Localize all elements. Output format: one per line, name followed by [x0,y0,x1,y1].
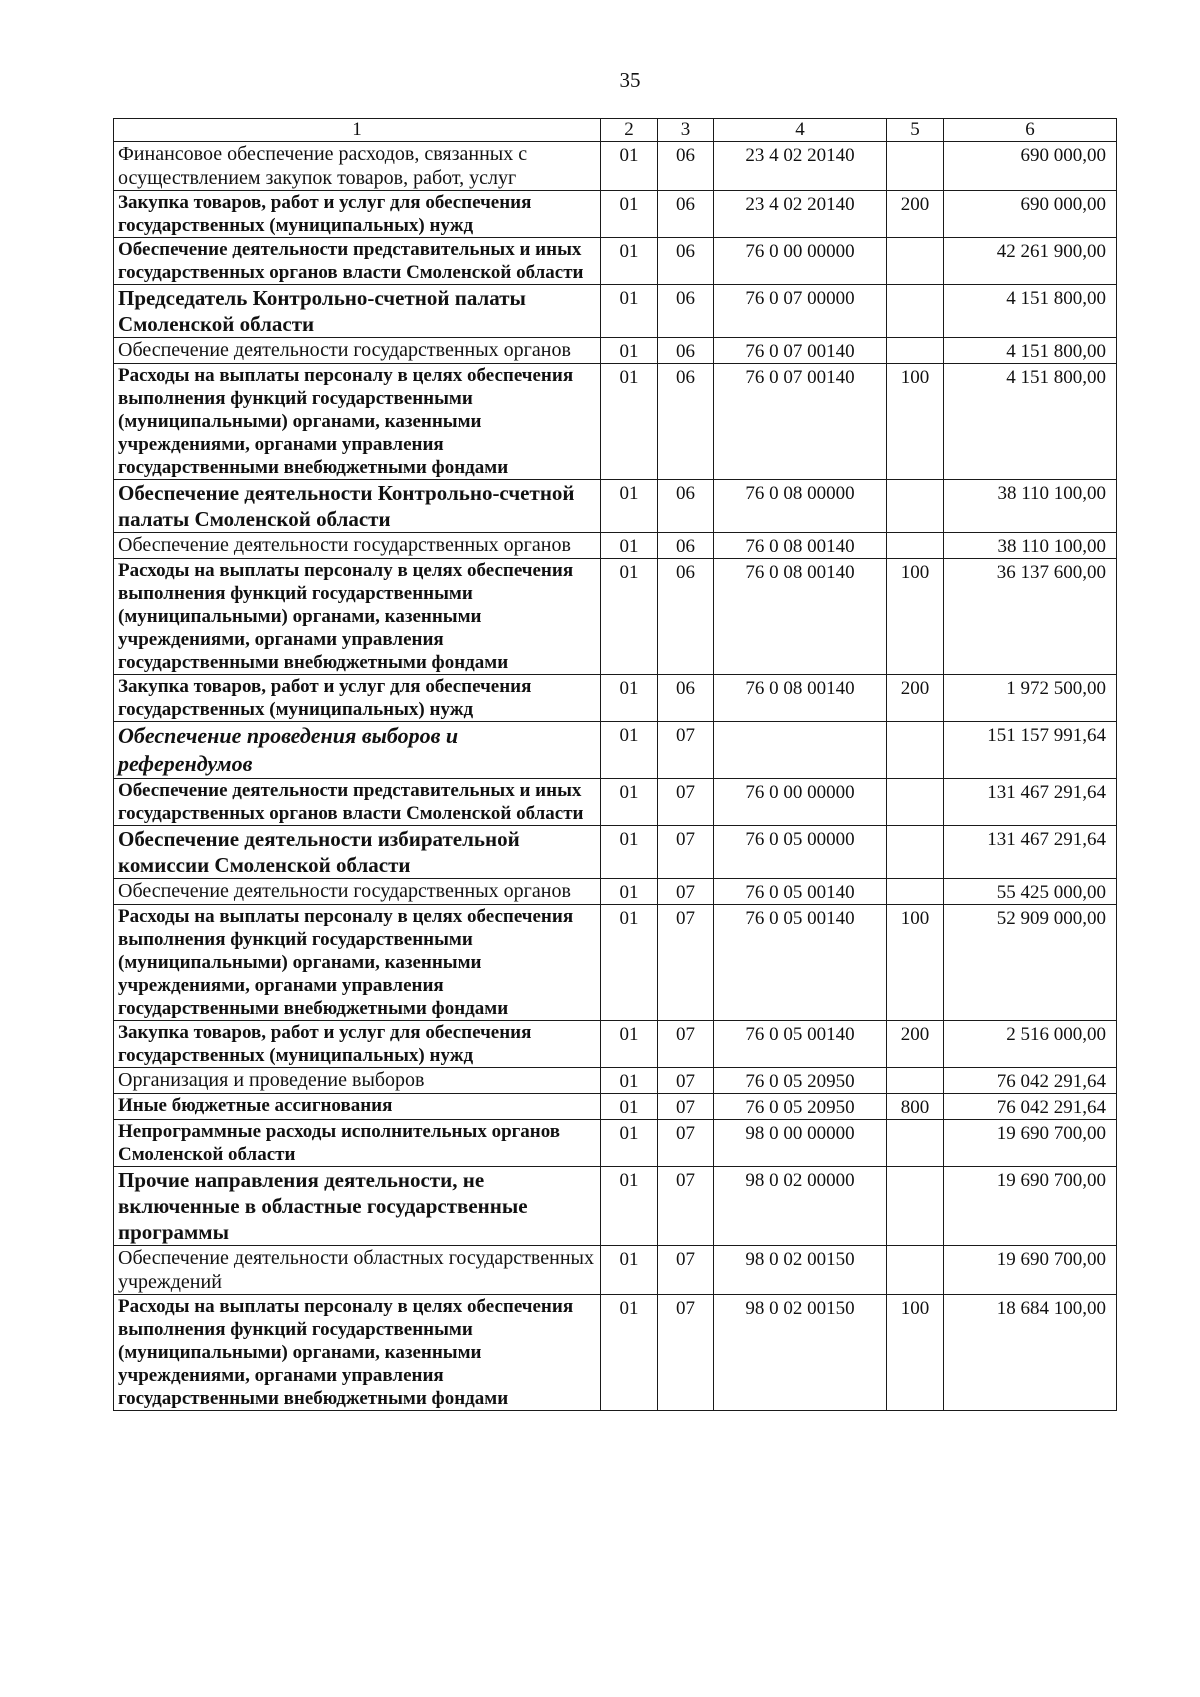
expense-type-cell: 100 [887,364,944,480]
target-article-cell: 76 0 05 20950 [714,1068,887,1094]
section-code-cell: 01 [601,338,658,364]
expense-type-cell [887,338,944,364]
section-code-cell: 01 [601,533,658,559]
target-article-cell: 98 0 02 00150 [714,1246,887,1295]
row-name-cell: Обеспечение деятельности представительных и иных государственных органов власти Смоленской области [114,238,601,285]
section-code-cell: 01 [601,1094,658,1120]
subsection-code-cell: 07 [658,722,714,779]
section-code-cell: 01 [601,675,658,722]
header-col-5: 5 [887,119,944,142]
target-article-cell: 23 4 02 20140 [714,142,887,191]
target-article-cell: 76 0 05 00140 [714,1021,887,1068]
subsection-code-cell: 07 [658,905,714,1021]
expense-type-cell [887,480,944,533]
amount-cell: 42 261 900,00 [944,238,1117,285]
subsection-code-cell: 06 [658,533,714,559]
table-row [114,191,1117,238]
table-row [114,1167,1117,1246]
row-name-cell: Обеспечение проведения выборов и референдумов [114,722,601,779]
row-name-cell: Расходы на выплаты персоналу в целях обеспечения выполнения функций государственными (муниципальными) органами, казенными учреждениями, органами управления государственными внебюджетными фондами [114,905,601,1021]
amount-cell: 4 151 800,00 [944,285,1117,338]
subsection-code-cell: 06 [658,142,714,191]
subsection-code-cell: 06 [658,364,714,480]
amount-cell: 1 972 500,00 [944,675,1117,722]
amount-cell: 36 137 600,00 [944,559,1117,675]
target-article-cell: 98 0 02 00150 [714,1295,887,1411]
expense-type-cell [887,1246,944,1295]
row-name-cell: Расходы на выплаты персоналу в целях обеспечения выполнения функций государственными (муниципальными) органами, казенными учреждениями, органами управления государственными внебюджетными фондами [114,559,601,675]
expense-type-cell: 200 [887,191,944,238]
amount-cell: 151 157 991,64 [944,722,1117,779]
target-article-cell: 98 0 02 00000 [714,1167,887,1246]
subsection-code-cell: 07 [658,779,714,826]
section-code-cell: 01 [601,1120,658,1167]
section-code-cell: 01 [601,285,658,338]
table-row [114,1021,1117,1068]
expense-type-cell [887,285,944,338]
table-row [114,879,1117,905]
target-article-cell: 76 0 05 00140 [714,879,887,905]
subsection-code-cell: 06 [658,675,714,722]
row-name-cell: Прочие направления деятельности, не включенные в областные государственные программы [114,1167,601,1246]
expense-type-cell: 200 [887,1021,944,1068]
page-number: 35 [619,68,641,92]
header-col-3: 3 [658,119,714,142]
section-code-cell: 01 [601,826,658,879]
header-col-1: 1 [114,119,601,142]
amount-cell: 4 151 800,00 [944,364,1117,480]
header-col-4: 4 [714,119,887,142]
amount-cell: 55 425 000,00 [944,879,1117,905]
target-article-cell: 76 0 05 00140 [714,905,887,1021]
expense-type-cell [887,779,944,826]
amount-cell: 4 151 800,00 [944,338,1117,364]
row-name-cell: Расходы на выплаты персоналу в целях обеспечения выполнения функций государственными (муниципальными) органами, казенными учреждениями, органами управления государственными внебюджетными фондами [114,1295,601,1411]
section-code-cell: 01 [601,1167,658,1246]
expense-type-cell [887,826,944,879]
table-row [114,1120,1117,1167]
expense-type-cell: 200 [887,675,944,722]
section-code-cell: 01 [601,779,658,826]
amount-cell: 131 467 291,64 [944,779,1117,826]
expense-type-cell [887,533,944,559]
row-name-cell: Организация и проведение выборов [114,1068,601,1094]
expense-type-cell: 100 [887,905,944,1021]
amount-cell: 52 909 000,00 [944,905,1117,1021]
row-name-cell: Закупка товаров, работ и услуг для обеспечения государственных (муниципальных) нужд [114,191,601,238]
target-article-cell: 76 0 07 00140 [714,338,887,364]
subsection-code-cell: 07 [658,1246,714,1295]
section-code-cell: 01 [601,559,658,675]
target-article-cell: 76 0 08 00000 [714,480,887,533]
table-row [114,779,1117,826]
section-code-cell: 01 [601,722,658,779]
amount-cell: 19 690 700,00 [944,1167,1117,1246]
subsection-code-cell: 06 [658,285,714,338]
amount-cell: 38 110 100,00 [944,480,1117,533]
subsection-code-cell: 06 [658,191,714,238]
table-row [114,559,1117,675]
target-article-cell: 76 0 08 00140 [714,533,887,559]
section-code-cell: 01 [601,879,658,905]
section-code-cell: 01 [601,1246,658,1295]
section-code-cell: 01 [601,1021,658,1068]
expense-type-cell [887,722,944,779]
expense-type-cell: 100 [887,559,944,675]
expense-type-cell [887,1120,944,1167]
table-row [114,905,1117,1021]
section-code-cell: 01 [601,142,658,191]
amount-cell: 690 000,00 [944,191,1117,238]
expense-type-cell [887,1167,944,1246]
amount-cell: 690 000,00 [944,142,1117,191]
row-name-cell: Расходы на выплаты персоналу в целях обеспечения выполнения функций государственными (муниципальными) органами, казенными учреждениями, органами управления государственными внебюджетными фондами [114,364,601,480]
row-name-cell: Председатель Контрольно-счетной палаты Смоленской области [114,285,601,338]
row-name-cell: Обеспечение деятельности областных государственных учреждений [114,1246,601,1295]
target-article-cell [714,722,887,779]
expense-type-cell [887,1068,944,1094]
subsection-code-cell: 07 [658,1021,714,1068]
expense-type-cell: 100 [887,1295,944,1411]
amount-cell: 19 690 700,00 [944,1120,1117,1167]
target-article-cell: 76 0 05 20950 [714,1094,887,1120]
section-code-cell: 01 [601,1295,658,1411]
table-row [114,675,1117,722]
row-name-cell: Обеспечение деятельности государственных органов [114,879,601,905]
amount-cell: 19 690 700,00 [944,1246,1117,1295]
amount-cell: 76 042 291,64 [944,1068,1117,1094]
section-code-cell: 01 [601,1068,658,1094]
amount-cell: 131 467 291,64 [944,826,1117,879]
subsection-code-cell: 07 [658,1295,714,1411]
row-name-cell: Обеспечение деятельности Контрольно-счетной палаты Смоленской области [114,480,601,533]
table-row [114,1246,1117,1295]
table-row [114,338,1117,364]
target-article-cell: 98 0 00 00000 [714,1120,887,1167]
row-name-cell: Финансовое обеспечение расходов, связанных с осуществлением закупок товаров, работ, услуг [114,142,601,191]
table-header-row [114,119,1117,142]
header-col-6: 6 [944,119,1117,142]
table-row [114,364,1117,480]
row-name-cell: Иные бюджетные ассигнования [114,1094,601,1120]
expense-type-cell [887,142,944,191]
target-article-cell: 23 4 02 20140 [714,191,887,238]
row-name-cell: Обеспечение деятельности государственных органов [114,533,601,559]
target-article-cell: 76 0 00 00000 [714,779,887,826]
subsection-code-cell: 07 [658,1094,714,1120]
row-name-cell: Обеспечение деятельности представительных и иных государственных органов власти Смоленской области [114,779,601,826]
table-row [114,1295,1117,1411]
subsection-code-cell: 06 [658,559,714,675]
table-row [114,826,1117,879]
row-name-cell: Непрограммные расходы исполнительных органов Смоленской области [114,1120,601,1167]
row-name-cell: Закупка товаров, работ и услуг для обеспечения государственных (муниципальных) нужд [114,675,601,722]
subsection-code-cell: 07 [658,1167,714,1246]
section-code-cell: 01 [601,480,658,533]
target-article-cell: 76 0 05 00000 [714,826,887,879]
row-name-cell: Закупка товаров, работ и услуг для обеспечения государственных (муниципальных) нужд [114,1021,601,1068]
table-row [114,480,1117,533]
section-code-cell: 01 [601,905,658,1021]
amount-cell: 76 042 291,64 [944,1094,1117,1120]
row-name-cell: Обеспечение деятельности избирательной комиссии Смоленской области [114,826,601,879]
subsection-code-cell: 06 [658,238,714,285]
expense-type-cell: 800 [887,1094,944,1120]
header-col-2: 2 [601,119,658,142]
amount-cell: 2 516 000,00 [944,1021,1117,1068]
target-article-cell: 76 0 08 00140 [714,675,887,722]
table-row [114,533,1117,559]
expense-type-cell [887,879,944,905]
subsection-code-cell: 07 [658,1068,714,1094]
table-row [114,722,1117,779]
target-article-cell: 76 0 07 00140 [714,364,887,480]
target-article-cell: 76 0 07 00000 [714,285,887,338]
table-row [114,238,1117,285]
subsection-code-cell: 07 [658,826,714,879]
amount-cell: 18 684 100,00 [944,1295,1117,1411]
expense-type-cell [887,238,944,285]
section-code-cell: 01 [601,364,658,480]
table-row [114,1094,1117,1120]
target-article-cell: 76 0 00 00000 [714,238,887,285]
section-code-cell: 01 [601,191,658,238]
subsection-code-cell: 07 [658,879,714,905]
target-article-cell: 76 0 08 00140 [714,559,887,675]
row-name-cell: Обеспечение деятельности государственных органов [114,338,601,364]
table-row [114,142,1117,191]
subsection-code-cell: 06 [658,338,714,364]
table-row [114,285,1117,338]
amount-cell: 38 110 100,00 [944,533,1117,559]
section-code-cell: 01 [601,238,658,285]
subsection-code-cell: 06 [658,480,714,533]
subsection-code-cell: 07 [658,1120,714,1167]
budget-table [113,118,1117,1411]
table-row [114,1068,1117,1094]
